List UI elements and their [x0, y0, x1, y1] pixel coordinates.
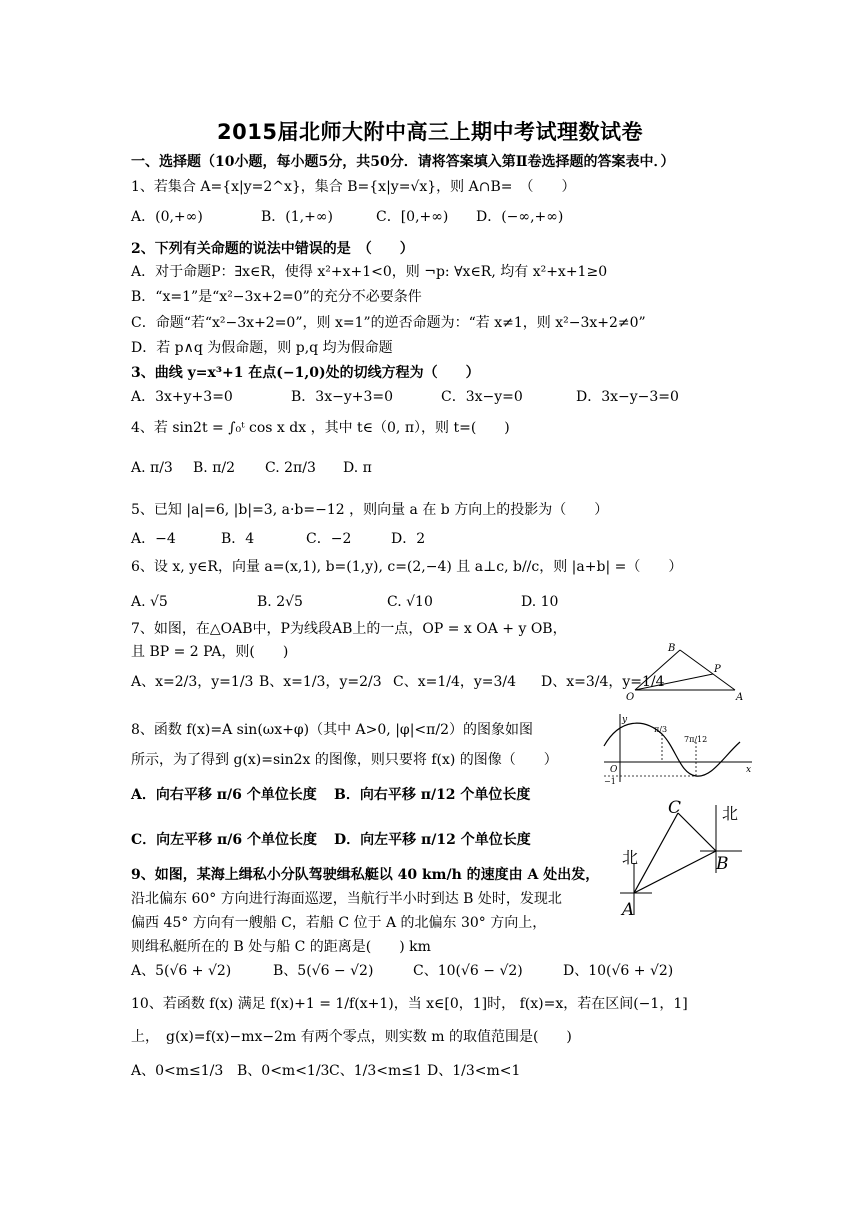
q1-options [131, 207, 563, 227]
label-b: B [668, 643, 676, 654]
q8-sine-graph [600, 712, 755, 784]
q7-option-b: B、x=1/3，y=2/3 [259, 674, 382, 690]
q10-option-c: C、1/3<m≤1 [329, 1063, 422, 1079]
q3-stem: 3、曲线 y=x³+1 在点(−1,0)处的切线方程为（ ） [131, 365, 480, 381]
q1-option-b: B．(1,+∞) [261, 209, 333, 225]
segment-bc [678, 813, 716, 851]
q3-option-a: A．3x+y+3=0 [131, 389, 233, 405]
q1-option-c: C．[0,+∞) [376, 209, 449, 225]
segment-op [635, 674, 713, 690]
section-heading: 一、选择题（10小题，每小题5分，共50分．请将答案填入第Ⅱ卷选择题的答案表中．） [131, 154, 675, 170]
q7-options [131, 672, 665, 692]
q1-option-d: D．(−∞,+∞) [476, 209, 564, 225]
q6-option-b: B. 2√5 [257, 594, 303, 610]
q8-stem-line2: 所示，为了得到 g(x)=sin2x 的图像，则只要将 f(x) 的图像（ ） [131, 752, 558, 768]
q4-stem: 4、若 sin2t = ∫₀ᵗ cos x dx ，其中 t∈（0, π），则 t=( ) [131, 420, 510, 436]
q7-option-c: C、x=1/4，y=3/4 [393, 674, 517, 690]
q8-option-c: C．向左平移 π/6 个单位长度 [131, 832, 317, 848]
q2-line-b: B．“x=1”是“x²−3x+2=0”的充分不必要条件 [131, 289, 422, 305]
label-p: P [714, 664, 721, 675]
q8-options-row1 [131, 785, 530, 805]
q9-option-a: A、5(√6 + √2) [131, 963, 232, 979]
q5-option-a: A．−4 [131, 531, 176, 547]
q4-option-a: A. π/3 [131, 460, 173, 476]
q3-option-d: D．3x−y−3=0 [576, 389, 679, 405]
segment-ab [634, 851, 716, 893]
q10-stem-line2: 上， g(x)=f(x)−mx−2m 有两个零点，则实数 m 的取值范围是( ) [131, 1029, 572, 1045]
q10-option-b: B、0<m<1/3 [237, 1063, 330, 1079]
label-pi3: π/3 [654, 725, 668, 734]
q2-line-d: D．若 p∧q 为假命题，则 p,q 均为假命题 [131, 340, 393, 356]
segment-ac [634, 813, 678, 893]
q7-stem-line1: 7、如图，在△OAB中，P为线段AB上的一点，OP = x OA + y OB， [131, 621, 567, 637]
q5-option-b: B．4 [221, 531, 255, 547]
q1-stem: 1、若集合 A={x|y=2^x}，集合 B={x|y=√x}，则 A∩B= （ ） [131, 179, 576, 195]
q4-option-c: C. 2π/3 [265, 460, 316, 476]
q3-option-b: B．3x−y+3=0 [291, 389, 394, 405]
label-origin: O [610, 765, 618, 775]
label-north-a: 北 [622, 848, 639, 867]
q9-line1: 9、如图，某海上缉私小分队驾驶缉私艇以 40 km/h 的速度由 A 处出发， [131, 867, 600, 883]
q10-options [131, 1061, 520, 1081]
q5-option-d: D．2 [391, 531, 426, 547]
q2-line-c: C．命题“若“x²−3x+2=0”，则 x=1”的逆否命题为：“若 x≠1，则 x²−3x+2≠0” [131, 315, 646, 331]
q8-stem-line1: 8、函数 f(x)=A sin(ωx+φ)（其中 A>0, |φ|<π/2）的图象如图 [131, 722, 533, 738]
q9-option-d: D、10(√6 + √2) [563, 963, 674, 979]
q6-option-a: A. √5 [131, 594, 168, 610]
q8-option-b: B．向右平移 π/12 个单位长度 [334, 787, 531, 803]
q9-navigation-figure [612, 795, 762, 920]
q9-line3: 偏西 45° 方向有一艘船 C，若船 C 位于 A 的北偏东 30° 方向上， [131, 915, 547, 931]
q6-option-d: D. 10 [521, 594, 559, 610]
page-title: 2015届北师大附中高三上期中考试理数试卷 [217, 120, 643, 144]
label-a: A [622, 900, 635, 920]
q8-option-a: A．向右平移 π/6 个单位长度 [131, 787, 317, 803]
label-7pi12: 7π/12 [684, 735, 708, 744]
q3-option-c: C．3x−y=0 [441, 389, 523, 405]
q5-stem: 5、已知 |a|=6, |b|=3, a·b=−12 ，则向量 a 在 b 方向上的投影为（ ） [131, 502, 609, 518]
q1-option-a: A．(0,+∞) [131, 209, 203, 225]
q7-stem-line2: 且 BP = 2 PA，则( ) [131, 644, 289, 660]
q5-options [131, 529, 425, 549]
segment-ob [635, 650, 680, 690]
q8-options-row2 [131, 830, 531, 850]
q3-options [131, 387, 679, 407]
q10-option-a: A、0<m≤1/3 [131, 1063, 224, 1079]
q10-stem-line1: 10、若函数 f(x) 满足 f(x)+1 = 1/f(x+1)，当 x∈[0，1]时， f(x)=x，若在区间(−1，1] [131, 996, 688, 1012]
q2-stem: 2、下列有关命题的说法中错误的是 （ ） [131, 241, 414, 257]
segment-ab [680, 650, 735, 690]
q4-options [131, 458, 372, 478]
q10-option-d: D、1/3<m<1 [427, 1063, 521, 1079]
q9-option-b: B、5(√6 − √2) [273, 963, 374, 979]
q9-option-c: C、10(√6 − √2) [413, 963, 523, 979]
label-x: x [746, 765, 752, 775]
label-o: O [626, 692, 635, 703]
q9-line2: 沿北偏东 60° 方向进行海面巡逻，当航行半小时到达 B 处时，发现北 [131, 891, 562, 907]
q9-options [131, 961, 673, 981]
q7-option-d: D、x=3/4，y=1/4 [541, 674, 665, 690]
label-c: C [668, 798, 682, 818]
q9-line4: 则缉私艇所在的 B 处与船 C 的距离是( ) km [131, 939, 431, 955]
label-y: y [622, 715, 628, 725]
q7-triangle-figure [620, 640, 750, 715]
q4-option-d: D. π [343, 460, 372, 476]
label-b: B [716, 854, 729, 874]
q4-option-b: B. π/2 [193, 460, 236, 476]
q8-option-d: D．向左平移 π/12 个单位长度 [334, 832, 531, 848]
q7-option-a: A、x=2/3，y=1/3 [131, 674, 254, 690]
q2-line-a: A．对于命题P：∃x∈R，使得 x²+x+1<0，则 ¬p: ∀x∈R, 均有 x²+x+1≥0 [131, 264, 608, 280]
label-a: A [736, 692, 744, 703]
q5-option-c: C．−2 [306, 531, 352, 547]
sine-curve [604, 723, 740, 776]
q6-stem: 6、设 x, y∈R，向量 a=(x,1), b=(1,y), c=(2,−4) 且 a⊥c, b//c，则 |a+b| =（ ） [131, 559, 683, 575]
q6-options [131, 592, 558, 612]
label-north-b: 北 [722, 804, 739, 823]
q6-option-c: C. √10 [387, 594, 433, 610]
label-minus-one: −1 [604, 777, 616, 784]
